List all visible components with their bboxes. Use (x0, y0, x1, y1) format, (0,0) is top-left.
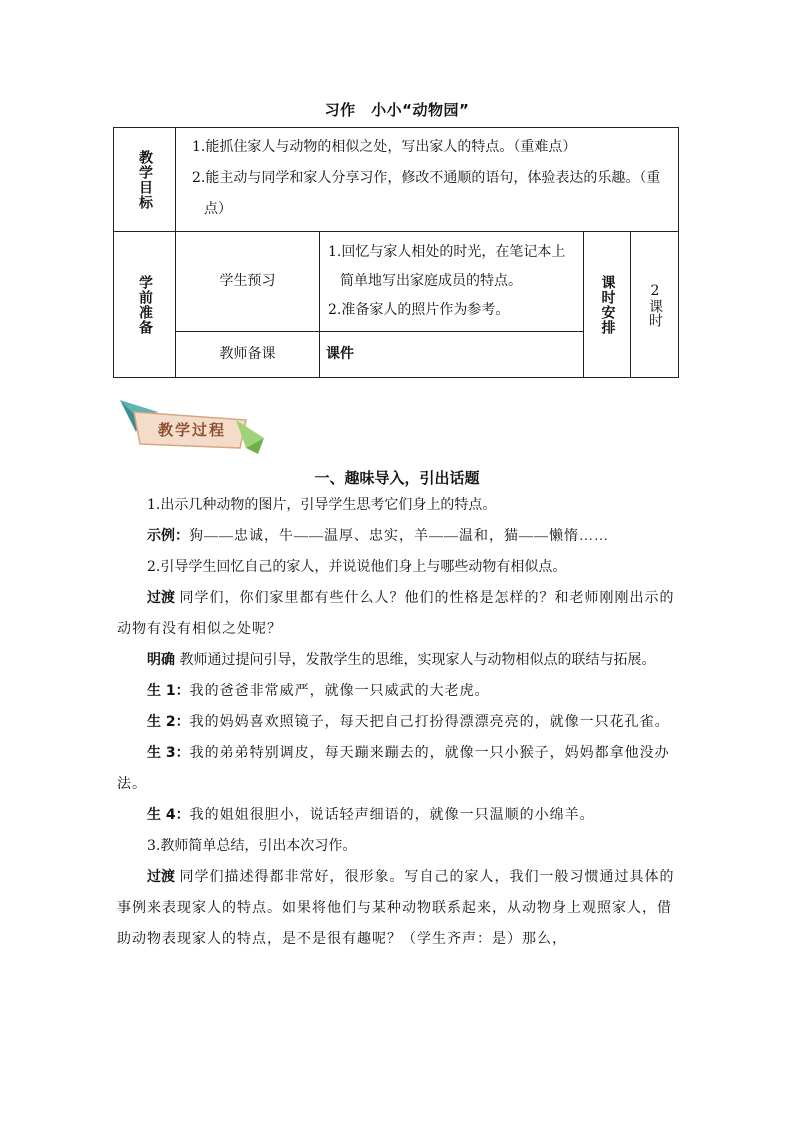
transition-label: 过渡 (147, 590, 175, 606)
student-label: 生 4： (147, 807, 190, 823)
schedule-value: 2课时 (647, 282, 664, 327)
student-prep-item: 2.准备家人的照片作为参考。 (328, 302, 510, 318)
goals-cell (176, 128, 679, 232)
student-answer (117, 707, 677, 738)
student-prep-label: 学生预习 (176, 232, 320, 332)
clarify-paragraph (117, 645, 677, 676)
student-answer (117, 738, 677, 800)
clarify-label: 明确 (147, 652, 175, 668)
student-prep-cell (320, 232, 584, 332)
banner-text: 教学过程 (157, 421, 226, 439)
example-label: 示例： (147, 528, 189, 544)
schedule-label-cell (584, 232, 631, 378)
student-answer (117, 676, 677, 707)
lesson-plan-table (113, 127, 679, 378)
teacher-prep-label: 教师备课 (176, 332, 320, 378)
page-title: 习作 小小“动物园” (324, 101, 470, 119)
transition-text: 同学们描述得都非常好，很形象。写自己的家人，我们一般习惯通过具体的事例来表现家人的特点。如果将他们与某种动物联系起来，从动物身上观照家人，借助动物表现家人的特点，是不是很有趣呢？（学生齐声：是）那么， (117, 870, 675, 947)
schedule-label: 课时安排 (599, 274, 616, 335)
section-heading: 一、趣味导入，引出话题 (314, 469, 480, 487)
student-label: 生 2： (147, 714, 190, 730)
step-2: 2.引导学生回忆自己的家人，并说说他们身上与哪些动物有相似点。 (147, 559, 567, 575)
transition-label: 过渡 (147, 869, 175, 885)
student-label: 生 1： (147, 683, 190, 699)
prep-label: 学前准备 (137, 274, 153, 335)
teacher-prep-value: 课件 (320, 332, 584, 378)
student-text: 我的妈妈喜欢照镜子，每天把自己打扮得漂漂亮亮的，就像一只花孔雀。 (189, 715, 670, 730)
example-line (117, 521, 677, 552)
student-text: 我的爸爸非常威严，就像一只威武的大老虎。 (189, 684, 490, 699)
student-prep-item: 1.回忆与家人相处的时光，在笔记本上简单地写出家庭成员的特点。 (328, 244, 566, 289)
student-text: 我的姐姐很胆小，说话轻声细语的，就像一只温顺的小绵羊。 (189, 808, 595, 823)
lesson-body (117, 490, 677, 955)
clarify-text: 教师通过提问引导，发散学生的思维，实现家人与动物相似点的联结与拓展。 (179, 652, 656, 668)
goal-item: 1.能抓住家人与动物的相似之处，写出家人的特点。（重难点） (192, 139, 577, 155)
goal-item: 2.能主动与同学和家人分享习作，修改不通顺的语句，体验表达的乐趣。（重点） (192, 170, 661, 217)
teaching-process-banner (118, 398, 268, 458)
transition-paragraph-2 (117, 862, 677, 955)
student-text: 我的弟弟特别调皮，每天蹦来蹦去的，就像一只小猴子，妈妈都拿他没办法。 (117, 746, 670, 792)
goals-label: 教学目标 (137, 149, 153, 210)
step-3: 3.教师简单总结，引出本次习作。 (147, 838, 357, 854)
student-label: 生 3： (147, 745, 190, 761)
goals-label-cell (114, 128, 176, 232)
example-text: 狗——忠诚，牛——温厚、忠实，羊——温和，猫——懒惰…… (189, 529, 609, 544)
schedule-value-cell (631, 232, 679, 378)
transition-text: 同学们，你们家里都有些什么人？他们的性格是怎样的？和老师刚刚出示的动物有没有相似之处呢？ (117, 591, 675, 637)
step-1: 1.出示几种动物的图片，引导学生思考它们身上的特点。 (147, 497, 497, 513)
transition-paragraph (117, 583, 677, 645)
student-answer (117, 800, 677, 831)
prep-label-cell (114, 232, 176, 378)
